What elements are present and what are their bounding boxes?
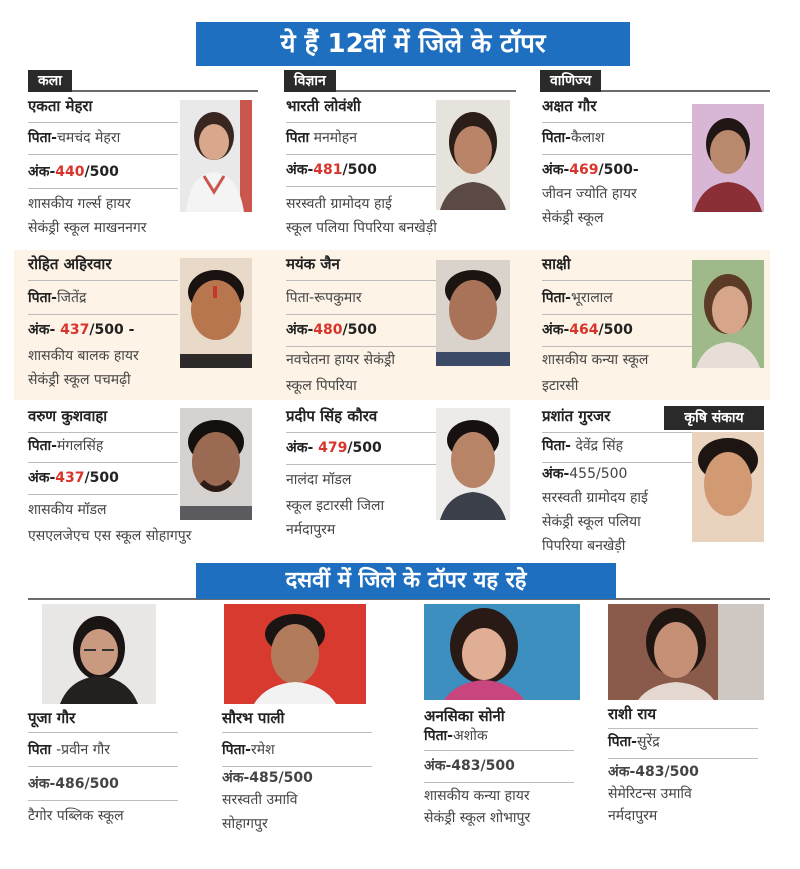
marks-line: अंक-480/500: [286, 322, 377, 338]
school-line: एसएलजेएच एस स्कूल सोहागपुर: [28, 528, 192, 544]
father-line: पिता मनमोहन: [286, 130, 357, 146]
topper-photo: [692, 260, 764, 368]
school-line: नालंदा मॉडल: [286, 472, 352, 488]
school-line: सरस्वती ग्रामोदय हाई: [542, 490, 648, 506]
marks-line: अंक- 479/500: [286, 440, 382, 456]
father-line: पिता-सुरेंद्र: [608, 734, 660, 750]
school-line: शासकीय कन्या स्कूल: [542, 352, 649, 368]
school-line: शासकीय कन्या हायर: [424, 788, 530, 804]
marks-line: अंक-437/500: [28, 470, 119, 486]
subject-tab-science: विज्ञान: [284, 70, 336, 92]
school-line: शासकीय मॉडल: [28, 502, 107, 518]
school-line: स्कूल इटारसी जिला: [286, 498, 385, 514]
topper-photo: [424, 604, 580, 700]
school-line: सेमेरिटन्स उमावि: [608, 786, 692, 802]
topper-photo: [608, 604, 764, 700]
marks-line: अंक-440/500: [28, 164, 119, 180]
marks-line: अंक-469/500-: [542, 162, 639, 178]
school-line: पिपरिया बनखेड़ी: [542, 538, 626, 554]
topper-photo: [436, 260, 510, 366]
agriculture-faculty-badge: कृषि संकाय: [664, 406, 764, 430]
father-line: पिता-मंगलसिंह: [28, 438, 104, 454]
topper-photo: [180, 100, 252, 212]
marks-line: अंक-486/500: [28, 776, 119, 792]
school-line: नर्मदापुरम: [608, 808, 658, 824]
topper-name: मयंक जैन: [286, 255, 340, 273]
school-line: सेकंड्री स्कूल पलिया: [542, 514, 641, 530]
school-line: इटारसी: [542, 378, 579, 394]
topper-name: पूजा गौर: [28, 709, 76, 727]
marks-line: अंक- 437/500 -: [28, 322, 135, 338]
school-line: स्कूल पिपरिया: [286, 378, 357, 394]
topper-name: राशी राय: [608, 705, 657, 723]
topper-name: वरुण कुशवाहा: [28, 407, 108, 425]
subject-tab-commerce: वाणिज्य: [540, 70, 601, 92]
school-line: सेकंड्री स्कूल: [542, 210, 604, 226]
school-line: सोहागपुर: [222, 816, 268, 832]
tenth-section-title: दसवीं में जिले के टॉपर यह रहे: [196, 563, 616, 599]
topper-name: अक्षत गौर: [542, 97, 597, 115]
school-line: नर्मदापुरम: [286, 522, 336, 538]
topper-photo: [42, 604, 156, 704]
school-line: सेकंड्री स्कूल माखननगर: [28, 220, 147, 236]
topper-name: सौरभ पाली: [222, 709, 285, 727]
topper-photo: [436, 408, 510, 520]
topper-photo: [692, 104, 764, 212]
school-line: सेकंड्री स्कूल पचमढ़ी: [28, 372, 131, 388]
topper-photo: [224, 604, 366, 704]
father-line: पिता-जितेंद्र: [28, 290, 87, 306]
father-line: पिता-रमेश: [222, 742, 275, 758]
school-line: सरस्वती ग्रामोदय हाई: [286, 196, 392, 212]
topper-photo: [692, 432, 764, 542]
topper-name: प्रदीप सिंह कौरव: [286, 407, 378, 425]
school-line: सेकंड्री स्कूल शोभापुर: [424, 810, 531, 826]
school-line: सरस्वती उमावि: [222, 792, 298, 808]
topper-name: साक्षी: [542, 255, 571, 273]
topper-name: एकता मेहरा: [28, 97, 93, 115]
father-line: पिता -प्रवीन गौर: [28, 742, 110, 758]
father-line: पिता- देवेंद्र सिंह: [542, 438, 624, 454]
marks-line: अंक-485/500: [222, 770, 313, 786]
school-line: शासकीय बालक हायर: [28, 348, 139, 364]
father-line: पिता-अशोक: [424, 728, 488, 744]
father-line: पिता-भूरालाल: [542, 290, 613, 306]
topper-photo: [180, 408, 252, 520]
father-line: पिता-चमचंद मेहरा: [28, 130, 121, 146]
school-line: स्कूल पलिया पिपरिया बनखेड़ी: [286, 220, 437, 236]
marks-line: अंक-481/500: [286, 162, 377, 178]
school-line: जीवन ज्योति हायर: [542, 186, 637, 202]
father-line: पिता-रूपकुमार: [286, 290, 362, 306]
school-line: टैगोर पब्लिक स्कूल: [28, 808, 124, 824]
topper-name: अनसिका सोनी: [424, 707, 505, 725]
subject-tab-arts: कला: [28, 70, 72, 92]
marks-line: अंक-464/500: [542, 322, 633, 338]
page-title: ये हैं 12वीं में जिले के टॉपर: [196, 22, 630, 66]
father-line: पिता-कैलाश: [542, 130, 605, 146]
school-line: शासकीय गर्ल्स हायर: [28, 196, 131, 212]
marks-line: अंक-483/500: [424, 758, 515, 774]
marks-line: अंक-455/500: [542, 466, 628, 482]
school-line: नवचेतना हायर सेकंड्री: [286, 352, 395, 368]
topper-name: रोहित अहिरवार: [28, 255, 112, 273]
topper-name: भारती लोवंशी: [286, 97, 361, 115]
marks-line: अंक-483/500: [608, 764, 699, 780]
topper-photo: [436, 100, 510, 210]
topper-photo: [180, 258, 252, 368]
topper-name: प्रशांत गुरजर: [542, 407, 611, 425]
